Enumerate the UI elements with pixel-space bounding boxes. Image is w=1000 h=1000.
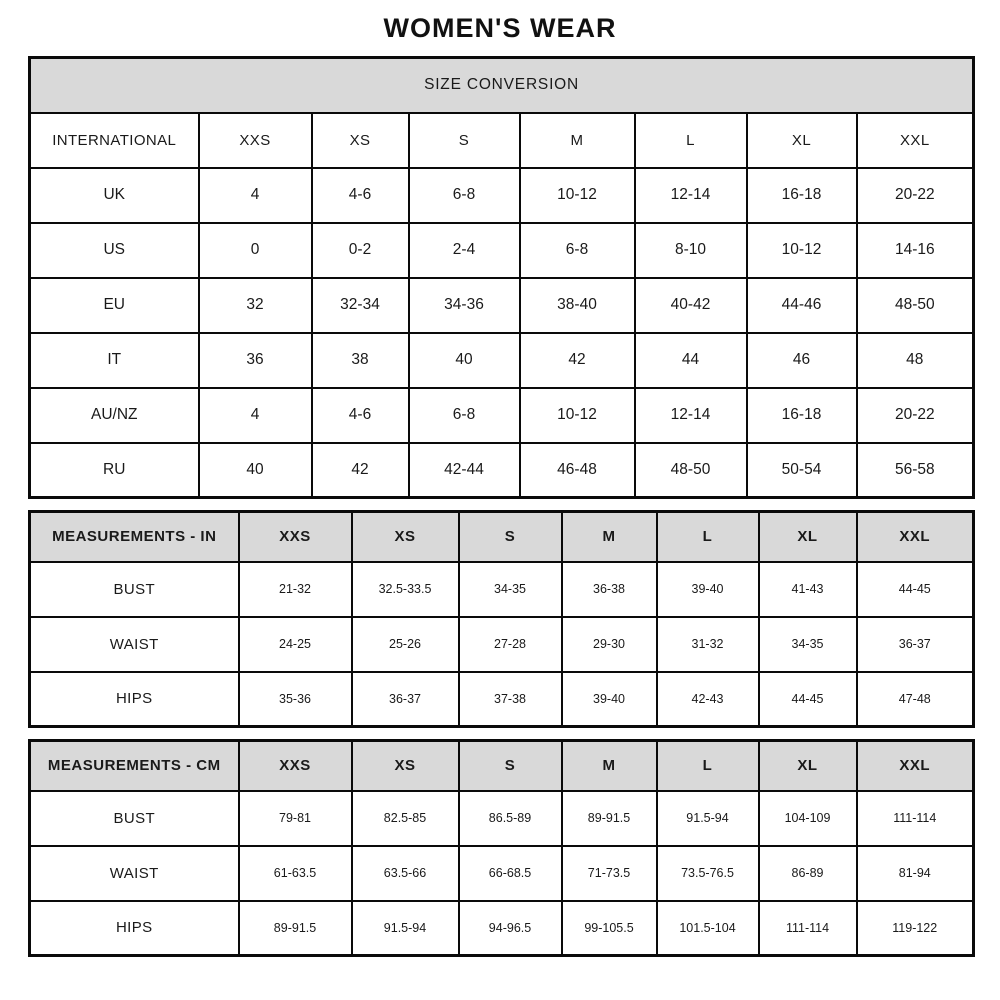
size-column-header: XXS: [199, 113, 312, 168]
size-column-header: XXL: [857, 113, 974, 168]
size-column-header: S: [409, 113, 520, 168]
size-column-header: M: [562, 741, 657, 791]
value-cell: 40: [409, 333, 520, 388]
value-cell: 4-6: [312, 168, 409, 223]
table-row: [30, 388, 974, 443]
value-cell: 36: [199, 333, 312, 388]
value-cell: 47-48: [857, 672, 974, 727]
value-cell: 34-35: [759, 617, 857, 672]
size-column-header: XS: [352, 512, 459, 562]
value-cell: 20-22: [857, 388, 974, 443]
table-row: [30, 672, 974, 727]
table-row: [30, 562, 974, 617]
value-cell: 66-68.5: [459, 846, 562, 901]
value-cell: 61-63.5: [239, 846, 352, 901]
row-label: WAIST: [30, 846, 239, 901]
row-label: US: [30, 223, 199, 278]
row-label: IT: [30, 333, 199, 388]
size-conversion-header: SIZE CONVERSION: [30, 58, 974, 113]
value-cell: 27-28: [459, 617, 562, 672]
size-column-header: L: [657, 741, 759, 791]
value-cell: 73.5-76.5: [657, 846, 759, 901]
value-cell: 34-36: [409, 278, 520, 333]
row-label: UK: [30, 168, 199, 223]
value-cell: 34-35: [459, 562, 562, 617]
size-column-header: M: [520, 113, 635, 168]
measurements-cm-header-row: [30, 741, 974, 791]
value-cell: 39-40: [562, 672, 657, 727]
value-cell: 63.5-66: [352, 846, 459, 901]
size-column-header: XL: [759, 512, 857, 562]
row-label: WAIST: [30, 617, 239, 672]
value-cell: 46: [747, 333, 857, 388]
size-conversion-body: [30, 168, 974, 498]
value-cell: 44-45: [759, 672, 857, 727]
value-cell: 0-2: [312, 223, 409, 278]
value-cell: 89-91.5: [562, 791, 657, 846]
table-row: [30, 223, 974, 278]
value-cell: 81-94: [857, 846, 974, 901]
value-cell: 42-43: [657, 672, 759, 727]
value-cell: 91.5-94: [657, 791, 759, 846]
value-cell: 40: [199, 443, 312, 498]
value-cell: 10-12: [747, 223, 857, 278]
table-row: [30, 617, 974, 672]
measurements-cm-header: MEASUREMENTS - CM: [30, 741, 239, 791]
value-cell: 0: [199, 223, 312, 278]
value-cell: 101.5-104: [657, 901, 759, 956]
size-conversion-table: [28, 56, 975, 499]
value-cell: 42: [312, 443, 409, 498]
value-cell: 89-91.5: [239, 901, 352, 956]
value-cell: 56-58: [857, 443, 974, 498]
value-cell: 48-50: [857, 278, 974, 333]
measurements-in-table: [28, 510, 975, 728]
value-cell: 10-12: [520, 168, 635, 223]
value-cell: 42-44: [409, 443, 520, 498]
row-label: HIPS: [30, 901, 239, 956]
size-conversion-caption-row: [30, 58, 974, 113]
value-cell: 86.5-89: [459, 791, 562, 846]
value-cell: 40-42: [635, 278, 747, 333]
value-cell: 38: [312, 333, 409, 388]
table-row: [30, 901, 974, 956]
row-label: HIPS: [30, 672, 239, 727]
value-cell: 12-14: [635, 388, 747, 443]
size-column-header: M: [562, 512, 657, 562]
table-row: [30, 443, 974, 498]
value-cell: 50-54: [747, 443, 857, 498]
value-cell: 2-4: [409, 223, 520, 278]
value-cell: 31-32: [657, 617, 759, 672]
row-label: BUST: [30, 562, 239, 617]
value-cell: 39-40: [657, 562, 759, 617]
row-label: AU/NZ: [30, 388, 199, 443]
size-column-header: XXL: [857, 741, 974, 791]
international-label: INTERNATIONAL: [30, 113, 199, 168]
value-cell: 4-6: [312, 388, 409, 443]
value-cell: 82.5-85: [352, 791, 459, 846]
value-cell: 44-45: [857, 562, 974, 617]
value-cell: 12-14: [635, 168, 747, 223]
value-cell: 111-114: [857, 791, 974, 846]
value-cell: 32-34: [312, 278, 409, 333]
table-row: [30, 168, 974, 223]
measurements-in-header-row: [30, 512, 974, 562]
value-cell: 41-43: [759, 562, 857, 617]
value-cell: 48: [857, 333, 974, 388]
table-row: [30, 846, 974, 901]
value-cell: 71-73.5: [562, 846, 657, 901]
value-cell: 36-37: [857, 617, 974, 672]
value-cell: 86-89: [759, 846, 857, 901]
value-cell: 119-122: [857, 901, 974, 956]
value-cell: 16-18: [747, 388, 857, 443]
table-row: [30, 333, 974, 388]
size-column-header: XS: [352, 741, 459, 791]
table-row: [30, 278, 974, 333]
measurements-in-body: [30, 562, 974, 727]
size-column-header: XS: [312, 113, 409, 168]
size-column-header: XXL: [857, 512, 974, 562]
value-cell: 44-46: [747, 278, 857, 333]
value-cell: 4: [199, 388, 312, 443]
table-row: [30, 791, 974, 846]
value-cell: 94-96.5: [459, 901, 562, 956]
value-cell: 6-8: [409, 388, 520, 443]
value-cell: 37-38: [459, 672, 562, 727]
value-cell: 48-50: [635, 443, 747, 498]
value-cell: 42: [520, 333, 635, 388]
value-cell: 16-18: [747, 168, 857, 223]
value-cell: 20-22: [857, 168, 974, 223]
value-cell: 8-10: [635, 223, 747, 278]
size-column-header: XL: [747, 113, 857, 168]
value-cell: 6-8: [520, 223, 635, 278]
size-column-header: S: [459, 512, 562, 562]
value-cell: 10-12: [520, 388, 635, 443]
size-column-header: L: [635, 113, 747, 168]
value-cell: 29-30: [562, 617, 657, 672]
measurements-cm-body: [30, 791, 974, 956]
size-column-header: XL: [759, 741, 857, 791]
row-label: BUST: [30, 791, 239, 846]
value-cell: 21-32: [239, 562, 352, 617]
value-cell: 38-40: [520, 278, 635, 333]
value-cell: 104-109: [759, 791, 857, 846]
value-cell: 44: [635, 333, 747, 388]
value-cell: 4: [199, 168, 312, 223]
value-cell: 36-37: [352, 672, 459, 727]
value-cell: 99-105.5: [562, 901, 657, 956]
size-column-header: XXS: [239, 741, 352, 791]
page-title: WOMEN'S WEAR: [383, 13, 617, 43]
value-cell: 111-114: [759, 901, 857, 956]
size-column-header: L: [657, 512, 759, 562]
row-label: RU: [30, 443, 199, 498]
measurements-in-header: MEASUREMENTS - IN: [30, 512, 239, 562]
value-cell: 46-48: [520, 443, 635, 498]
value-cell: 24-25: [239, 617, 352, 672]
international-sizes-row: [30, 113, 974, 168]
value-cell: 14-16: [857, 223, 974, 278]
row-label: EU: [30, 278, 199, 333]
value-cell: 25-26: [352, 617, 459, 672]
value-cell: 35-36: [239, 672, 352, 727]
value-cell: 32: [199, 278, 312, 333]
value-cell: 36-38: [562, 562, 657, 617]
value-cell: 32.5-33.5: [352, 562, 459, 617]
size-column-header: XXS: [239, 512, 352, 562]
size-column-header: S: [459, 741, 562, 791]
value-cell: 6-8: [409, 168, 520, 223]
measurements-cm-table: [28, 739, 975, 957]
value-cell: 79-81: [239, 791, 352, 846]
value-cell: 91.5-94: [352, 901, 459, 956]
